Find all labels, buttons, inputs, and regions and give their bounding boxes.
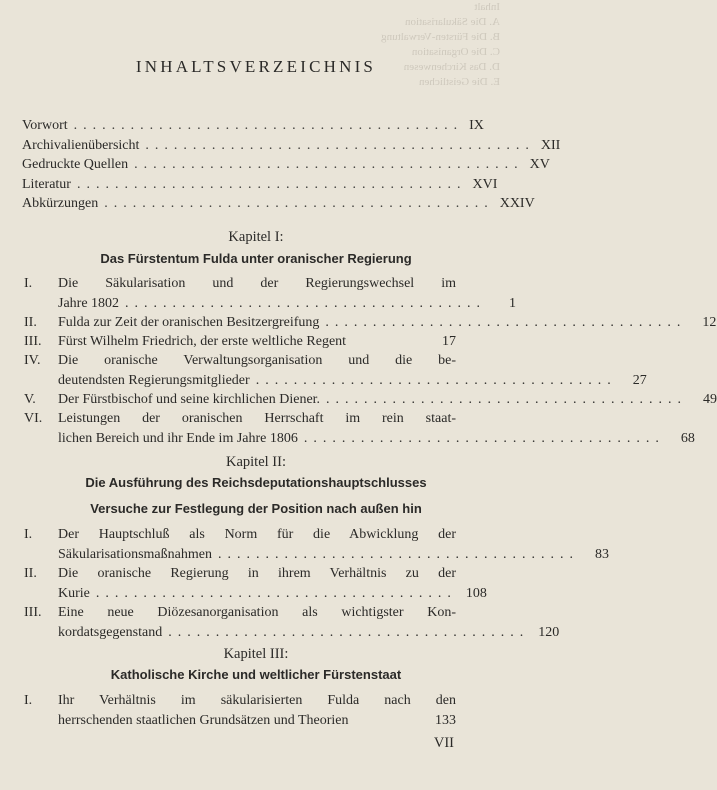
toc-row-literatur[interactable]: Literatur ......................................... XVI <box>22 176 498 192</box>
entry-number: I. <box>24 693 33 708</box>
entry-title: Ihr Verhältnis im säkularisierten Fulda nach den <box>58 693 456 708</box>
entry-title: Eine neue Diözesanorganisation als wichtigster Kon- <box>58 605 456 620</box>
entry-number: VI. <box>24 411 43 426</box>
entry-page: 108 <box>465 586 487 601</box>
entry-page: 1 <box>509 296 517 311</box>
entry-title: Der Fürstbischof und seine kirchlichen Diener. <box>58 392 321 407</box>
entry-number: I. <box>24 527 33 542</box>
entry-title: Die oranische Regierung in ihrem Verhältnis zu der <box>58 566 456 581</box>
toc-page: XXIV <box>499 196 535 211</box>
show-through-text: Inhalt A. Die Säkularisation B. Die Fürsten-Verwaltung C. Die Organisation D. Das Kirchenwesen E. Die Geistlichen <box>381 1 500 88</box>
front-matter-list <box>22 118 561 216</box>
chapter-3-label: Kapitel III: <box>223 646 289 662</box>
toc-row-archivalien[interactable]: Archivalienübersicht ......................................... XII <box>22 137 561 153</box>
entry-page: 12 <box>702 315 717 330</box>
chapter-2-label: Kapitel II: <box>226 454 286 470</box>
entry-page: 83 <box>594 547 609 562</box>
entry-page: 120 <box>538 625 560 640</box>
entry-page: 133 <box>435 713 456 728</box>
entry-title: Leistungen der oranischen Herrschaft im rein staat- <box>58 411 456 426</box>
entry-title: Der Hauptschluß als Norm für die Abwicklung der <box>58 527 456 542</box>
entry-title: Die oranische Verwaltungsorganisation und die be- <box>58 353 456 368</box>
entry-title-cont: lichen Bereich und ihr Ende im Jahre 1806 <box>58 431 298 446</box>
entry-number: III. <box>24 605 42 620</box>
entry-number: III. <box>24 334 42 349</box>
toc-page: XV <box>529 157 550 172</box>
toc-label: Archivalienübersicht <box>22 137 140 153</box>
entry-number: II. <box>24 315 37 330</box>
toc-label: Gedruckte Quellen <box>22 157 129 172</box>
toc-row-quellen[interactable]: Gedruckte Quellen ......................................... XV <box>22 157 550 172</box>
toc-row-abkuerzungen[interactable]: Abkürzungen ......................................... XXIV <box>22 196 535 211</box>
page-title: INHALTSVERZEICHNIS <box>135 57 377 76</box>
entry-page: 17 <box>442 334 456 349</box>
entry-title-cont: Jahre 1802 <box>58 296 120 311</box>
toc-page: XII <box>540 137 561 153</box>
entry-title-cont: herrschenden staatlichen Grundsätzen und Theorien <box>58 713 349 728</box>
page-number: VII <box>433 735 454 751</box>
entry-number: V. <box>24 392 36 407</box>
toc-label: Vorwort <box>22 118 68 133</box>
entry-number: I. <box>24 276 33 291</box>
entry-page: 49 <box>703 392 717 407</box>
entry-page: 27 <box>632 373 647 388</box>
entry-title-cont: deutendsten Regierungsmitglieder <box>58 373 250 388</box>
toc-row-vorwort[interactable]: Vorwort ......................................... IX <box>22 118 484 133</box>
entry-page: 68 <box>680 431 695 446</box>
book-page: Inhalt A. Die Säkularisation B. Die Fürsten-Verwaltung C. Die Organisation D. Das Kirchenwesen E. Die Geistlichen INHALTSVERZEICHNIS Vorwort ......................................... IX Archivalienübersicht ......................................... XII Gedruckte Quellen ......................................... XV Literatur ......................................... XVI Abkürzungen ......................................... XXIV Kapitel I: Das Fürstentum Fulda unter oranischer Regierung I. Die Säkularisation und der Regierungswechsel im Jahre 1802 ...................................... 1 II. Fulda zur Zeit der oranischen Besitzergreifung ...................................... 12 III. Fürst Wilhelm Friedrich, der erste weltliche Regent 17 IV. Die oranische Verwaltungsorganisation und die be- deutendsten Regierungsmitglieder ...................................... 27 V. Der Fürstbischof und seine kirchlichen Diener. ...................................... 49 VI. Leistungen der oranischen Herrschaft im rein staat- lichen Bereich und ihr Ende im Jahre 1806 ...................................... 68 Kapitel II: Die Ausführung des Reichsdeputationshauptschlusses Versuche zur Festlegung der Position nach außen hin I. Der Hauptschluß als Norm für die Abwicklung der Säkularisationsmaßnahmen ...................................... 83 II. Die oranische Regierung in ihrem Verhältnis zu der Kurie ...................................... 108 III. Eine neue Diözesanorganisation als wichtigster Kon- kordatsgegenstand ...................................... 120 Kapitel III: Katholische Kirche und weltlicher Fürstenstaat I. Ihr Verhältnis im säkularisierten Fulda nach den herrschenden staatlichen Grundsätzen und Theorien 133 VII <box>0 0 512 790</box>
toc-label: Abkürzungen <box>22 196 99 211</box>
entry-title: Die Säkularisation und der Regierungswechsel im <box>58 276 456 291</box>
toc-label: Literatur <box>22 176 71 192</box>
chapter-1-heading: Das Fürstentum Fulda unter oranischer Regierung <box>100 251 412 266</box>
chapter-1-label: Kapitel I: <box>228 229 284 245</box>
entry-number: II. <box>24 566 37 581</box>
entry-title: Fulda zur Zeit der oranischen Besitzergreifung <box>58 315 320 330</box>
toc-page: XVI <box>472 176 498 192</box>
entry-title-cont: kordatsgegenstand <box>58 625 163 640</box>
entry-title: Fürst Wilhelm Friedrich, der erste weltliche Regent <box>58 334 347 349</box>
chapter-3-heading: Katholische Kirche und weltlicher Fürstenstaat <box>110 667 402 682</box>
entry-title-cont: Säkularisationsmaßnahmen <box>58 547 212 562</box>
entry-title-cont: Kurie <box>58 586 90 601</box>
entry-number: IV. <box>24 353 41 368</box>
chapter-2-subheading: Versuche zur Festlegung der Position nach außen hin <box>90 501 422 516</box>
chapter-2-heading: Die Ausführung des Reichsdeputationshauptschlusses <box>85 475 427 490</box>
toc-page: IX <box>469 118 484 133</box>
